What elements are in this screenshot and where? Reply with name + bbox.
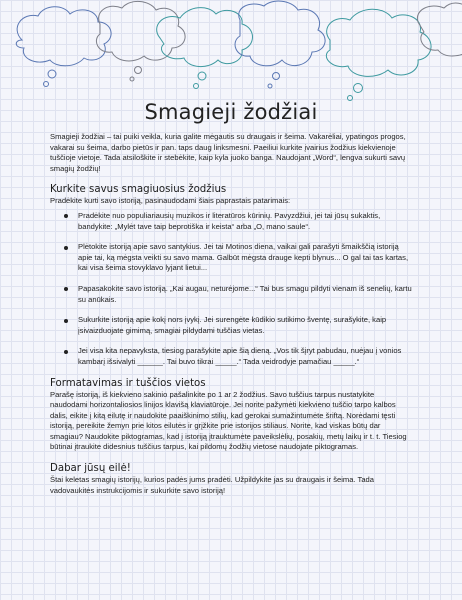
list-item: Jei visa kita nepavyksta, tiesiog parašykite apie šią dieną. „Vos tik šįryt pabudau, nuėjau į vonios kambarį išsivalyti ______. Tai buvo tikrai _____.“ Tada veidrodyje pamačiau _____.“ <box>64 346 412 367</box>
section-heading-create: Kurkite savus smagiuosius žodžius <box>50 184 227 196</box>
section-heading-your-turn: Dabar jūsų eilė! <box>50 463 131 475</box>
section-create-intro: Pradėkite kurti savo istoriją, pasinaudodami šiais paprastais patarimais: <box>50 196 291 206</box>
intro-paragraph: Smagieji žodžiai – tai puiki veikla, kuria galite mėgautis su draugais ir šeima. Vakarėliai, ypatingos progos, vakarai su šeima, darbo pietūs ir pan. taps daug linksmesni. Paeiliui kurkite įvairius žodžius kiekvienoje tuščioje vietoje. Tada atsiloškite ir stebėkite, kaip kyla juoko banga. Naudojant „Word“, lengva sukurti savų smagių žodžių! <box>50 132 406 173</box>
list-item: Sukurkite istoriją apie kokį nors įvykį. Jei surengėte kūdikio sutikimo šventę, surašykite, kaip įsivaizduojate gimimą, smagiai pildydami tuščias vietas. <box>64 315 412 336</box>
document-page <box>50 100 412 496</box>
tips-list <box>50 211 412 368</box>
section-heading-formatting: Formatavimas ir tuščios vietos <box>50 377 206 389</box>
list-item: Plėtokite istoriją apie savo santykius. Jei tai Motinos diena, vaikai gali parašyti šmaikščią istoriją apie tai, ką mėgsta veikti su savo mama. Galbūt mėgsta drauge kepti blynus... O gal tai tas kartas, kai visa šeima stovyklavo lyjant lietui... <box>64 242 412 274</box>
section-formatting-body: Parašę istoriją, iš kiekvieno sakinio pašalinkite po 1 ar 2 žodžius. Savo tuščius tarpus nustatykite naudodami horizontaliosios linijos klavišą klaviatūroje. Jei norite pažymėti kiekvieno tuščio tarpo kalbos dalis, eikite į kitą eilutę ir naudokite paaiškinimo stilių, kad gerokai sumažintumėte šriftą. Norėdami tęsti istoriją, pereikite žemyn prie kitos eilutės ir grįžkite prie istorijos stiliaus. Norite, kad viskas būtų dar smagiau? Naudokite piktogramas, kad į istoriją įtrauktumėte paveikslėlių, posakių, metų laikų ir t. t. Tiesiog būtinai įtraukite didesnius tuščius tarpus, kai pildomų žodžių vietose naudojate piktogramas. <box>50 389 407 452</box>
list-item: Papasakokite savo istoriją. „Kai augau, neturėjome...“ Tai bus smagu pildyti vienam iš senelių, kartu su anūkais. <box>64 284 412 305</box>
document-title: Smagieji žodžiai <box>144 100 318 124</box>
list-item: Pradėkite nuo populiariausių muzikos ir literatūros kūrinių. Pavyzdžiui, jei tai jūsų sukaktis, bandykite: „Mylėt tave taip beprotiška ir keista“ arba „O, mano saule“. <box>64 211 412 232</box>
section-your-turn-body: Štai keletas smagių istorijų, kurios padės jums pradėti. Užpildykite jas su draugais ir šeima. Tada vadovaukitės instrukcijomis ir sukurkite savo istoriją! <box>50 475 375 495</box>
speech-clouds-decoration <box>0 0 462 110</box>
